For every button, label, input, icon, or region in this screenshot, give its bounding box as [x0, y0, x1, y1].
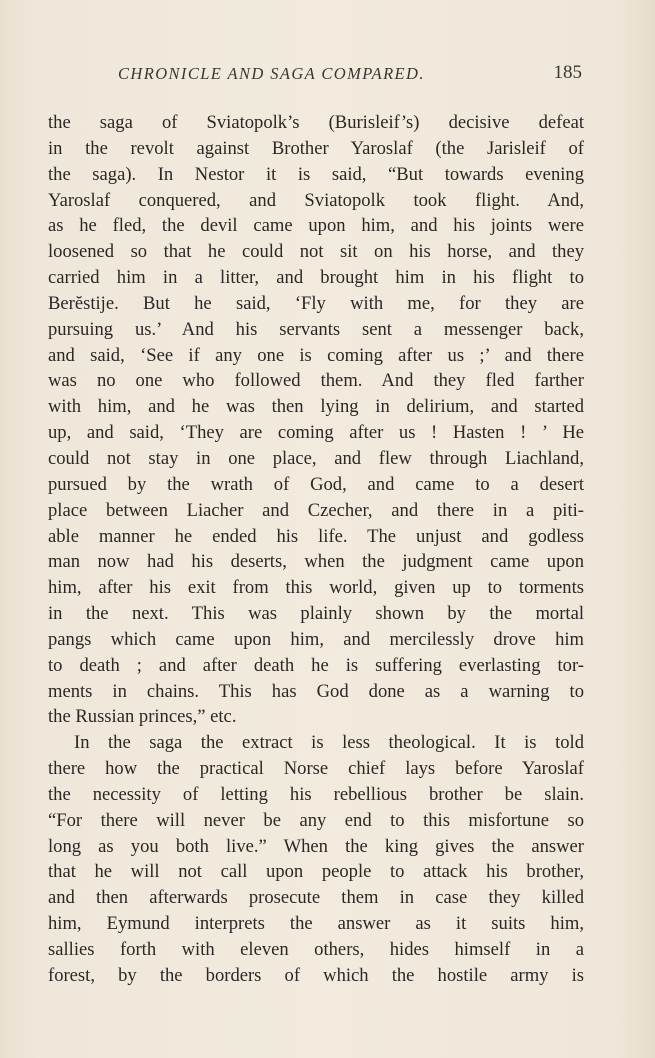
text-line: pangs which came upon him, and mercilessly drove him: [48, 628, 584, 650]
text-line: man now had his deserts, when the judgment came upon: [48, 551, 584, 573]
text-line: place between Liacher and Czecher, and there in a piti-: [48, 499, 584, 521]
text-line: long as you both live.” When the king gives the answer: [48, 835, 584, 857]
text-line: Yaroslaf conquered, and Sviatopolk took flight. And,: [48, 189, 584, 211]
text-line: him, Eymund interprets the answer as it suits him,: [48, 913, 584, 935]
text-line: able manner he ended his life. The unjust and godless: [48, 525, 584, 547]
text-line: the saga of Sviatopolk’s (Burisleif’s) decisive defeat: [48, 112, 584, 133]
running-head: CHRONICLE AND SAGA COMPARED.: [118, 64, 425, 83]
text-line: In the saga the extract is less theological. It is told: [74, 732, 584, 754]
text-line: the saga). In Nestor it is said, “But towards evening: [48, 163, 584, 185]
text-line: up, and said, ‘They are coming after us ! Hasten ! ’ He: [48, 422, 584, 444]
page-number: 185: [553, 62, 582, 83]
body-text: [48, 110, 584, 989]
paragraph-2: [48, 730, 584, 988]
text-line: could not stay in one place, and flew through Liachland,: [48, 447, 584, 469]
text-line: him, after his exit from this world, given up to torments: [48, 577, 584, 599]
text-line: in the revolt against Brother Yaroslaf (the Jarisleif of: [48, 137, 584, 159]
text-line: pursued by the wrath of God, and came to a desert: [48, 473, 584, 495]
text-line: carried him in a litter, and brought him in his flight to: [48, 267, 584, 289]
text-line: sallies forth with eleven others, hides himself in a: [48, 939, 584, 960]
paragraph-1: [48, 110, 584, 730]
text-line: and said, ‘See if any one is coming after us ;’ and there: [48, 344, 584, 366]
text-line: and then afterwards prosecute them in case they killed: [48, 887, 584, 909]
text-line: was no one who followed them. And they fled farther: [48, 370, 584, 392]
text-line: the Russian princes,” etc.: [48, 706, 237, 728]
text-line: ments in chains. This has God done as a warning to: [48, 680, 584, 702]
text-line: in the next. This was plainly shown by the mortal: [48, 603, 584, 625]
text-line: with him, and he was then lying in delirium, and started: [48, 396, 584, 418]
text-line: as he fled, the devil came upon him, and his joints were: [48, 215, 584, 237]
text-line: loosened so that he could not sit on his horse, and they: [48, 241, 584, 263]
text-line: Berĕstije. But he said, ‘Fly with me, for they are: [48, 292, 584, 314]
page-header: [48, 62, 582, 86]
text-line: to death ; and after death he is suffering everlasting tor-: [48, 654, 584, 676]
text-line: “For there will never be any end to this misfortune so: [48, 809, 584, 831]
text-line: there how the practical Norse chief lays before Yaroslaf: [48, 758, 584, 780]
text-line: the necessity of letting his rebellious brother be slain.: [48, 783, 584, 805]
text-line: forest, by the borders of which the hostile army is: [48, 964, 584, 986]
text-line: that he will not call upon people to attack his brother,: [48, 861, 584, 883]
text-line: pursuing us.’ And his servants sent a messenger back,: [48, 318, 584, 340]
